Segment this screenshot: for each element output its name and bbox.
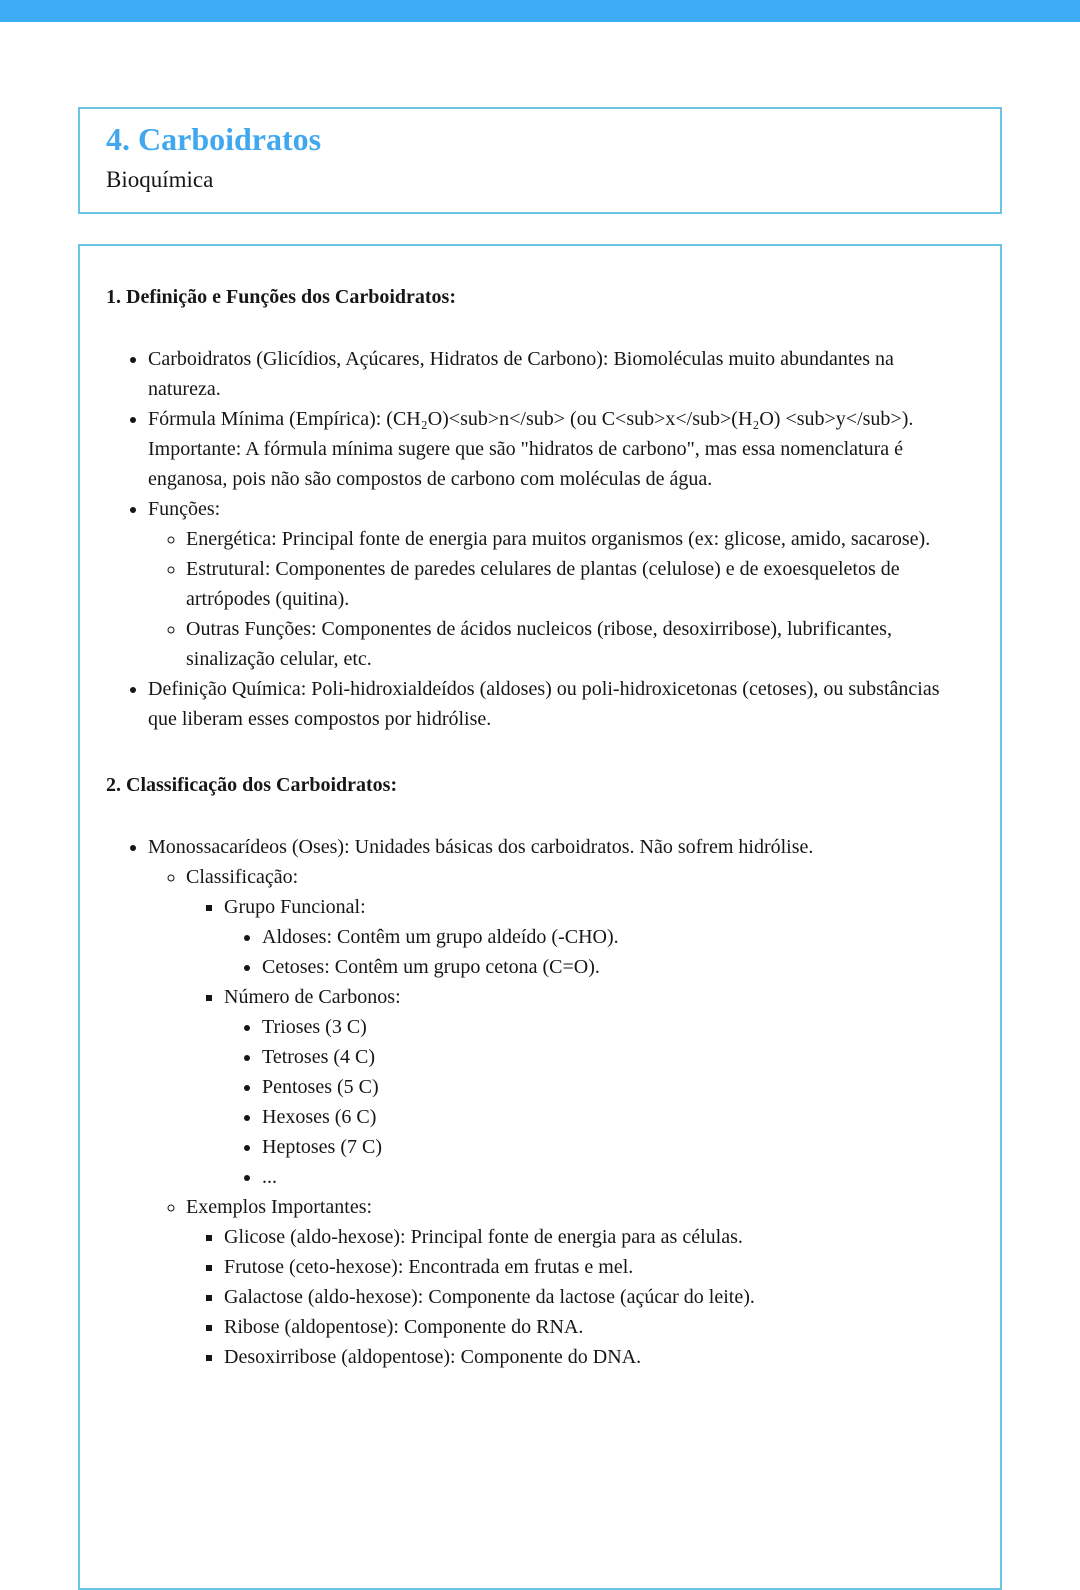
bullet-list — [106, 832, 970, 1372]
list-item: ◦ Energética: Principal fonte de energia para muitos organismos (ex: glicose, amido, sacarose). — [186, 524, 970, 554]
list-item: ◦ Classificação: ▪ Grupo Funcional: • Aldoses: Contêm um grupo aldeído (-CHO). • Cetoses: Contêm um grupo cetona (C=O). ▪ Número de Carbonos: • Trioses (3 C) • Tetroses (4 C) • Pentoses (5 C) • Hexoses (6 C) • Heptoses (7 C) • ... — [186, 862, 970, 1192]
list-item: ▪ Galactose (aldo-hexose): Componente da lactose (açúcar do leite). — [224, 1282, 970, 1312]
list-item: ▪ Glicose (aldo-hexose): Principal fonte de energia para as células. — [224, 1222, 970, 1252]
list-item: ▪ Grupo Funcional: • Aldoses: Contêm um grupo aldeído (-CHO). • Cetoses: Contêm um grupo cetona (C=O). — [224, 892, 970, 982]
content-sections — [106, 282, 970, 1372]
header-box — [78, 107, 1002, 214]
list-item: ◦ Estrutural: Componentes de paredes celulares de plantas (celulose) e de exoesqueletos de artrópodes (quitina). — [186, 554, 970, 614]
list-item: • Definição Química: Poli-hidroxialdeídos (aldoses) ou poli-hidroxicetonas (cetoses), ou substâncias que liberam esses compostos por hidrólise. — [148, 674, 970, 734]
bullet-list — [224, 922, 970, 982]
page-subtitle: Bioquímica — [106, 167, 214, 192]
list-item: • Funções: ◦ Energética: Principal fonte de energia para muitos organismos (ex: glicose, amido, sacarose). ◦ Estrutural: Componentes de paredes celulares de plantas (celulose) e de exoesqueletos de artrópodes (quitina). ◦ Outras Funções: Componentes de ácidos nucleicos (ribose, desoxirribose), lubrificantes, sinalização celular, etc. — [148, 494, 970, 674]
list-item: ▪ Número de Carbonos: • Trioses (3 C) • Tetroses (4 C) • Pentoses (5 C) • Hexoses (6 C) • Heptoses (7 C) • ... — [224, 982, 970, 1192]
list-item: • Pentoses (5 C) — [262, 1072, 970, 1102]
bullet-list — [186, 1222, 970, 1372]
list-item: • Hexoses (6 C) — [262, 1102, 970, 1132]
list-item: • Heptoses (7 C) — [262, 1132, 970, 1162]
page-title: 4. Carboidratos — [106, 121, 322, 157]
notes-section — [106, 282, 970, 734]
list-item: • Fórmula Mínima (Empírica): (CH₂O)<sub>n</sub> (ou C<sub>x</sub>(H₂O) <sub>y</sub>). Importante: A fórmula mínima sugere que são "hidratos de carbono", mas essa nomenclatura é enganosa, pois não são compostos de carbono com moléculas de água. — [148, 404, 970, 494]
list-item: • Tetroses (4 C) — [262, 1042, 970, 1072]
list-item: ◦ Exemplos Importantes: ▪ Glicose (aldo-hexose): Principal fonte de energia para as células. ▪ Frutose (ceto-hexose): Encontrada em frutas e mel. ▪ Galactose (aldo-hexose): Componente da lactose (açúcar do leite). ▪ Ribose (aldopentose): Componente do RNA. ▪ Desoxirribose (aldopentose): Componente do DNA. — [186, 1192, 970, 1372]
list-item: • Monossacarídeos (Oses): Unidades básicas dos carboidratos. Não sofrem hidrólise. ◦ Classificação: ▪ Grupo Funcional: • Aldoses: Contêm um grupo aldeído (-CHO). • Cetoses: Contêm um grupo cetona (C=O). ▪ Número de Carbonos: • Trioses (3 C) • Tetroses (4 C) • Pentoses (5 C) • Hexoses (6 C) • Heptoses (7 C) • ... ◦ Exemplos Importantes: ▪ Glicose (aldo-hexose): Principal fonte de energia para as células. ▪ Frutose (ceto-hexose): Encontrada em frutas e mel. ▪ Galactose (aldo-hexose): Componente da lactose (açúcar do leite). ▪ Ribose (aldopentose): Componente do RNA. ▪ Desoxirribose (aldopentose): Componente do DNA. — [148, 832, 970, 1372]
list-item: ▪ Frutose (ceto-hexose): Encontrada em frutas e mel. — [224, 1252, 970, 1282]
top-accent-bar — [0, 0, 1080, 22]
list-item: • Cetoses: Contêm um grupo cetona (C=O). — [262, 952, 970, 982]
list-item: ▪ Desoxirribose (aldopentose): Componente do DNA. — [224, 1342, 970, 1372]
list-item: • Carboidratos (Glicídios, Açúcares, Hidratos de Carbono): Biomoléculas muito abundantes na natureza. — [148, 344, 970, 404]
notes-section — [106, 770, 970, 1372]
list-item: • Aldoses: Contêm um grupo aldeído (-CHO). — [262, 922, 970, 952]
list-item: • ... — [262, 1162, 970, 1192]
section-heading: 2. Classificação dos Carboidratos: — [106, 774, 398, 796]
list-item: ▪ Ribose (aldopentose): Componente do RNA. — [224, 1312, 970, 1342]
list-item: ◦ Outras Funções: Componentes de ácidos nucleicos (ribose, desoxirribose), lubrificantes, sinalização celular, etc. — [186, 614, 970, 674]
bullet-list — [148, 862, 970, 1372]
bullet-list — [148, 524, 970, 674]
bullet-list — [106, 344, 970, 734]
list-item: • Trioses (3 C) — [262, 1012, 970, 1042]
content-box — [78, 244, 1002, 1590]
section-heading: 1. Definição e Funções dos Carboidratos: — [106, 286, 456, 308]
bullet-list — [186, 892, 970, 1192]
bullet-list — [224, 1012, 970, 1192]
